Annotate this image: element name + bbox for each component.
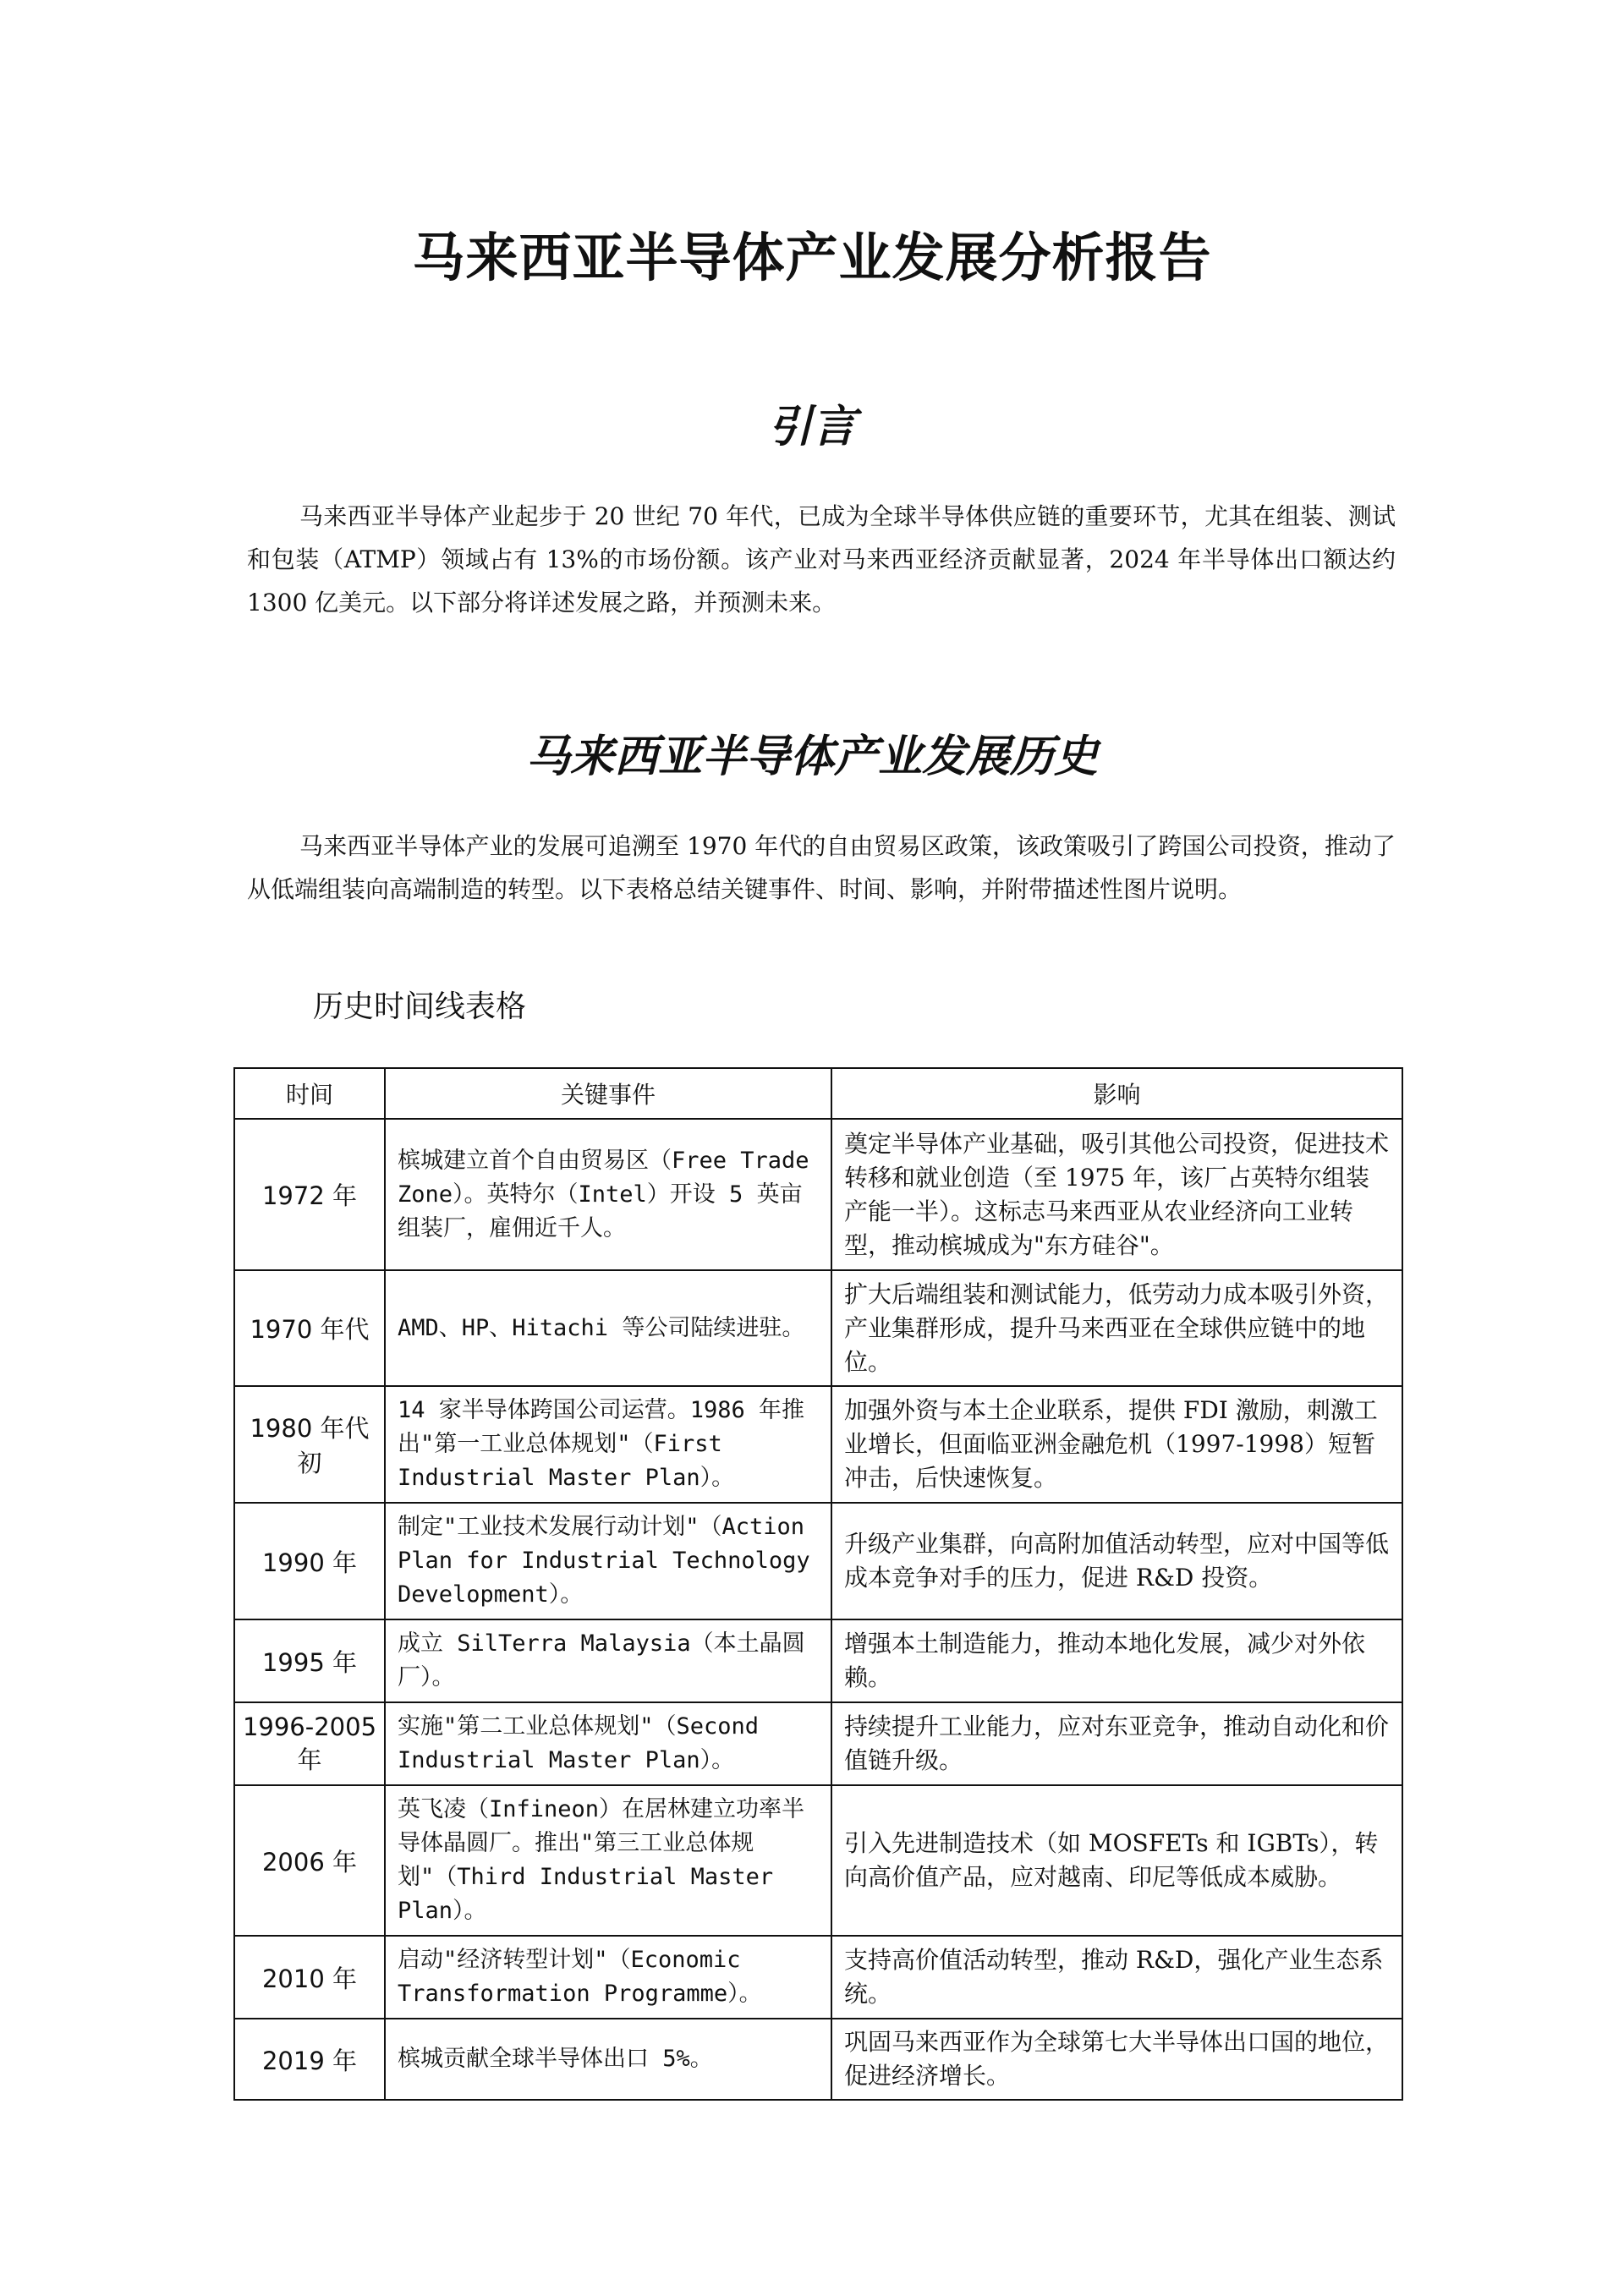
event-cell: 14 家半导体跨国公司运营。1986 年推出"第一工业总体规划"（First Industrial Master Plan）。 — [385, 1386, 831, 1503]
column-header-event: 关键事件 — [385, 1068, 831, 1119]
time-cell: 2006 年 — [234, 1785, 385, 1936]
time-cell: 1980 年代初 — [234, 1386, 385, 1503]
table-row — [234, 1386, 1402, 1503]
event-cell: AMD、HP、Hitachi 等公司陆续进驻。 — [385, 1270, 831, 1386]
event-cell: 槟城建立首个自由贸易区（Free Trade Zone）。英特尔（Intel）开设 5 英亩组装厂，雇佣近千人。 — [385, 1119, 831, 1270]
time-cell: 1995 年 — [234, 1619, 385, 1702]
time-cell: 1996-2005 年 — [234, 1702, 385, 1785]
table-row — [234, 1785, 1402, 1936]
time-cell: 1972 年 — [234, 1119, 385, 1270]
table-row — [234, 1270, 1402, 1386]
time-cell: 2019 年 — [234, 2019, 385, 2100]
table-row — [234, 1503, 1402, 1619]
impact-cell: 支持高价值活动转型，推动 R&D，强化产业生态系统。 — [831, 1936, 1402, 2019]
table-row — [234, 2019, 1402, 2100]
event-cell: 制定"工业技术发展行动计划"（Action Plan for Industrial Technology Development）。 — [385, 1503, 831, 1619]
impact-cell: 引入先进制造技术（如 MOSFETs 和 IGBTs），转向高价值产品，应对越南、印尼等低成本威胁。 — [831, 1785, 1402, 1936]
history-heading: 马来西亚半导体产业发展历史 — [525, 732, 1098, 782]
time-cell: 1970 年代 — [234, 1270, 385, 1386]
history-paragraph: 马来西亚半导体产业的发展可追溯至 1970 年代的自由贸易区政策，该政策吸引了跨国公司投资，推动了从低端组装向高端制造的转型。以下表格总结关键事件、时间、影响，并附带描述性图片说明。 — [247, 832, 1396, 903]
table-row — [234, 1619, 1402, 1702]
timeline-table-heading: 历史时间线表格 — [313, 989, 527, 1024]
impact-cell: 加强外资与本土企业联系，提供 FDI 激励，刺激工业增长，但面临亚洲金融危机（1997-1998）短暂冲击，后快速恢复。 — [831, 1386, 1402, 1503]
document-title: 马来西亚半导体产业发展分析报告 — [412, 227, 1212, 288]
impact-cell: 增强本土制造能力，推动本地化发展，减少对外依赖。 — [831, 1619, 1402, 1702]
impact-cell: 奠定半导体产业基础，吸引其他公司投资，促进技术转移和就业创造（至 1975 年，该厂占英特尔组装产能一半）。这标志马来西亚从农业经济向工业转型，推动槟城成为"东方硅谷"。 — [831, 1119, 1402, 1270]
table-row — [234, 1119, 1402, 1270]
impact-cell: 巩固马来西亚作为全球第七大半导体出口国的地位，促进经济增长。 — [831, 2019, 1402, 2100]
event-cell: 槟城贡献全球半导体出口 5%。 — [385, 2019, 831, 2100]
impact-cell: 持续提升工业能力，应对东亚竞争，推动自动化和价值链升级。 — [831, 1702, 1402, 1785]
time-cell: 1990 年 — [234, 1503, 385, 1619]
event-cell: 成立 SilTerra Malaysia（本土晶圆厂）。 — [385, 1619, 831, 1702]
impact-cell: 扩大后端组装和测试能力，低劳动力成本吸引外资，产业集群形成，提升马来西亚在全球供应链中的地位。 — [831, 1270, 1402, 1386]
column-header-time: 时间 — [234, 1068, 385, 1119]
impact-cell: 升级产业集群，向高附加值活动转型，应对中国等低成本竞争对手的压力，促进 R&D 投资。 — [831, 1503, 1402, 1619]
intro-heading: 引言 — [767, 402, 856, 452]
intro-paragraph: 马来西亚半导体产业起步于 20 世纪 70 年代，已成为全球半导体供应链的重要环节，尤其在组装、测试和包装（ATMP）领域占有 13%的市场份额。该产业对马来西亚经济贡献显著，2024 年半导体出口额达约 1300 亿美元。以下部分将详述发展之路，并预测未来。 — [247, 502, 1396, 616]
table-row — [234, 1936, 1402, 2019]
table-row — [234, 1702, 1402, 1785]
column-header-impact: 影响 — [831, 1068, 1402, 1119]
table-header-row — [234, 1068, 1402, 1119]
time-cell: 2010 年 — [234, 1936, 385, 2019]
timeline-table — [233, 1067, 1403, 2101]
event-cell: 英飞凌（Infineon）在居林建立功率半导体晶圆厂。推出"第三工业总体规划"（Third Industrial Master Plan）。 — [385, 1785, 831, 1936]
event-cell: 启动"经济转型计划"（Economic Transformation Programme）。 — [385, 1936, 831, 2019]
event-cell: 实施"第二工业总体规划"（Second Industrial Master Plan）。 — [385, 1702, 831, 1785]
